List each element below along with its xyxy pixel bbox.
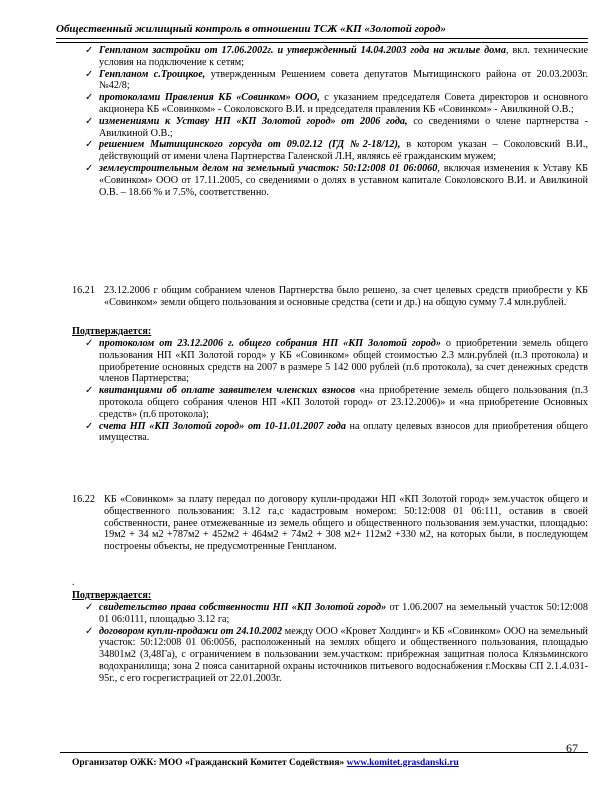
section-text-16-22: КБ «Совинком» за плату передал по договору купли-продажи НП «КП Золотой город» зем.участок общего и общественного пользования: 3.12 га,с кадастровым номером: 50:12:008 01 06:111, оставив в своей собственности, ранее отмежеванные из земель общего и общественного пользования зем.участки, площадью: 19м2 + 34 м2 +787м2 + 452м2 + 464м2 + 74м2 + 308 м2+ 112м2 +330 м2, на которых были, в последующем построены объекты, не предусмотренные Генпланом.	[104, 494, 588, 553]
check-icon: ✓	[85, 602, 94, 613]
check-icon: ✓	[85, 162, 94, 174]
list-item-text: от 1.06.2007 на земельный участок 50:12:008 01 06:0111, площадью 3.12 га;	[99, 602, 588, 625]
evidence-list-2	[85, 338, 588, 444]
evidence-list-3	[85, 602, 588, 685]
list-item-text: , вкл. технические условия на подключение к сетям;	[99, 45, 588, 68]
list-item	[85, 626, 588, 685]
list-item-emphasis: протоколом от 23.12.2006 г. общего собрания НП «КП Золотой город»	[99, 338, 441, 349]
list-item-text: в котором указан – Соколовский В.И., действующий от имени члена Партнерства Галенской Л.Н, являясь её гражданским мужем;	[99, 139, 588, 163]
check-icon: ✓	[85, 92, 94, 104]
footer-organizer: Организатор ОЖК: МОО «Гражданский Комитет Содействия»	[72, 758, 345, 768]
list-item-emphasis: решением Мытищинского горсуда от 09.02.12 (ГД №2-18/12),	[99, 139, 401, 151]
check-icon: ✓	[85, 139, 94, 151]
stray-dot: .	[72, 577, 75, 588]
list-item-emphasis: изменениями к Уставу НП «КП Золотой город» от 2006 года,	[99, 115, 408, 127]
confirmation-heading-2: Подтверждается:	[72, 590, 152, 601]
list-item-emphasis: протоколами Правления КБ «Совинком» ООО,	[99, 92, 320, 104]
list-item-text: «на приобретение земель общего пользования (п.3 протокола общего собрания членов НП «КП Золотой город» от 23.12.2006)» и «на приобретение Основных средств» (п.6 протокола);	[99, 385, 588, 420]
list-item-emphasis: Генпланом застройки от 17.06.2002г. и утвержденный 14.04.2003 года на жилые дома	[99, 45, 506, 56]
section-text-16-21: 23.12.2006 г общим собранием членов Партнерства было решено, за счет целевых средств приобрести у КБ «Совинком» земли общего пользования и основные средства (сети и др.) на общую сумму 7.4 млн.рублей.	[104, 285, 588, 308]
check-icon: ✓	[85, 625, 94, 637]
list-item-text: на оплату целевых взносов для приобретения общего имущества.	[99, 420, 588, 444]
check-icon: ✓	[85, 45, 94, 56]
evidence-list-1	[85, 45, 588, 198]
list-item-text: , включая изменения к Уставу КБ «Совинком» ООО от 17.11.2005, со сведениями о долях в уставном капитале Соколовского В.И. и Авилкиной О.В. – 18.66 % и 7.5%, соответственно.	[99, 162, 588, 198]
header-divider	[56, 38, 588, 43]
page-header: Общественный жилищный контроль в отношении ТСЖ «КП «Золотой город»	[56, 23, 446, 35]
check-icon: ✓	[85, 420, 94, 432]
list-item-emphasis: Генпланом с.Троицкое,	[99, 68, 206, 80]
list-item-text: со сведениями о члене партнерства - Авилкиной О.В.;	[99, 115, 589, 139]
list-item-emphasis: свидетельство права собственности НП «КП Золотой город»	[99, 602, 387, 613]
list-item	[85, 69, 588, 93]
list-item-emphasis: договором купли-продажи от 24.10.2002	[99, 625, 283, 637]
list-item	[85, 139, 588, 163]
page-number: 67	[566, 741, 578, 755]
list-item	[85, 116, 588, 140]
list-item	[85, 421, 588, 445]
list-item-text: утвержденным Решением совета депутатов Мытищинского района от 20.03.2003г. №42/8;	[99, 68, 588, 92]
list-item-emphasis: землеустроительным делом на земельный участок: 50:12:008 01 06:0060	[99, 162, 438, 174]
footer-website-link[interactable]: www.komitet.grasdanski.ru	[346, 758, 459, 768]
list-item-text: о приобретении земель общего пользования НП «КП Золотой город» у КБ «Совинком» общей стоимостью 2.3 млн.рублей (п.3 протокола) и приобретение основных средств на 2007 в размере 5 142 000 рублей (п.6 протокола), за счет денежных средств членов Партнерства;	[99, 338, 588, 385]
list-item	[85, 602, 588, 626]
list-item-text: между ООО «Кровет Холдинг» и КБ «Совинком» ООО на земельный участок: 50:12:008 01 06:0056, расположенный на землях общего и общественного пользования, площадью 34801м2 (3,48Га), с ограничением в пользовании зем.участком: прибрежная защитная полоса Клязьминского водохранилища; зона 2 пояса санитарной охраны источников питьевого водоснабжения г.Москвы СП 2.1.4.031-95г., с его госрегистрацией от 22.01.2003г.	[99, 625, 588, 684]
section-number-16-22: 16.22	[72, 494, 95, 505]
check-icon: ✓	[85, 385, 94, 397]
list-item-emphasis: квитанциями об оплате заявителем членских взносов	[99, 385, 356, 397]
list-item	[85, 338, 588, 385]
check-icon: ✓	[85, 68, 94, 80]
footer-divider	[60, 752, 588, 753]
check-icon: ✓	[85, 338, 94, 349]
section-number-16-21: 16.21	[72, 285, 95, 296]
list-item-emphasis: счета НП «КП Золотой город» от 10-11.01.2007 года	[99, 420, 346, 432]
list-item	[85, 163, 588, 198]
list-item	[85, 385, 588, 420]
confirmation-heading-1: Подтверждается:	[72, 326, 152, 337]
check-icon: ✓	[85, 115, 94, 127]
page-footer	[72, 758, 459, 768]
list-item-text: с указанием председателя Совета директоров и основного акционера КБ «Совинком» - Соколовского В.И. и председателя правления КБ «Совинком» - Авилкиной О.В.;	[99, 92, 588, 115]
list-item	[85, 45, 588, 69]
list-item	[85, 92, 588, 116]
